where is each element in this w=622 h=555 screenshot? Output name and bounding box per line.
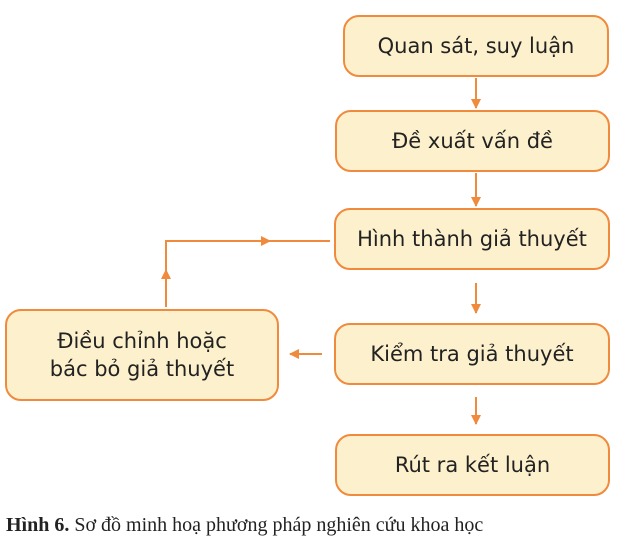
node-adjust-or-reject <box>5 309 279 401</box>
node-conclude-label: Rút ra kết luận <box>394 452 551 477</box>
node-observe-label: Quan sát, suy luận <box>377 33 575 58</box>
node-adjust-label-line1: Điều chỉnh hoặc <box>57 328 227 353</box>
caption-label: Hình 6. <box>6 514 70 536</box>
node-test-label: Kiểm tra giả thuyết <box>370 341 574 366</box>
node-propose-problem <box>335 110 610 172</box>
node-hypothesis-label: Hình thành giả thuyết <box>357 226 587 251</box>
node-draw-conclusion <box>335 434 610 496</box>
figure-caption <box>6 514 618 537</box>
node-test-hypothesis <box>334 323 610 385</box>
node-propose-label: Đề xuất vấn đề <box>392 128 553 153</box>
node-form-hypothesis <box>334 208 610 270</box>
connector-adjust-to-hypothesis <box>166 241 330 307</box>
caption-text: Sơ đồ minh hoạ phương pháp nghiên cứu khoa học <box>69 514 484 536</box>
node-observe-reason <box>343 15 609 77</box>
node-adjust-label-line2: bác bỏ giả thuyết <box>49 357 235 381</box>
